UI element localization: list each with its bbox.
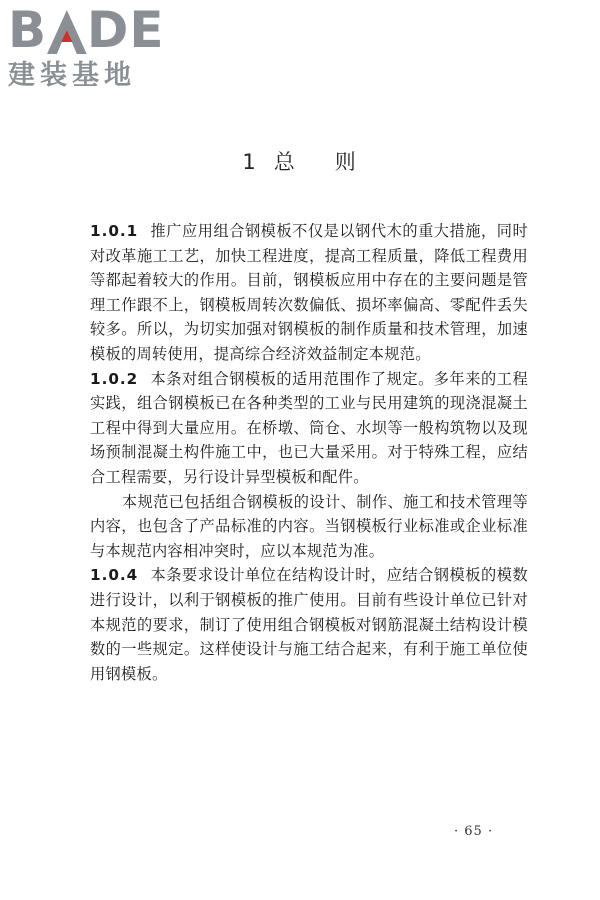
logo-letter-b: B (8, 1, 48, 59)
clause-1-0-2-continued (90, 490, 528, 564)
clause-1-0-1 (90, 219, 528, 367)
logo-letter-a (47, 4, 87, 56)
logo-letter-e: E (129, 1, 165, 59)
body-text (90, 219, 528, 686)
logo-chinese-name: 建装基地 (8, 60, 136, 91)
chapter-number: 1 (242, 150, 258, 174)
clause-text: 本规范已包括组合钢模板的设计、制作、施工和技术管理等内容，也包含了产品标准的内容。当钢模板行业标准或企业标准与本规范内容相冲突时，应以本规范为准。 (90, 492, 528, 560)
logo-wordmark (8, 1, 178, 59)
chapter-title-char-1: 总 (273, 150, 297, 174)
clause-1-0-2 (90, 367, 528, 490)
clause-number: 1.0.1 (90, 222, 139, 240)
clause-text: 本条要求设计单位在结构设计时，应结合钢模板的模数进行设计，以利于钢模板的推广使用。目前有些设计单位已针对本规范的要求，制订了使用组合钢模板对钢筋混凝土结构设计模数的一些规定。这样使设计与施工结合起来，有利于施工单位使用钢模板。 (90, 566, 528, 683)
chapter-title-char-2: 则 (334, 150, 358, 174)
clause-number: 1.0.2 (90, 369, 139, 388)
logo-a-mark-icon (47, 10, 87, 54)
clause-text: 推广应用组合钢模板不仅是以钢代木的重大措施，同时对改革施工工艺，加快工程进度，提高工程质量，降低工程费用等都起着较大的作用。目前，钢模板应用中存在的主要问题是管理工作跟不上，钢模板周转次数偏低、损坏率偏高、零配件丢失较多。所以，为切实加强对钢模板的制作质量和技术管理，加速模板的周转使用，提高综合经济效益制定本规范。 (90, 222, 528, 363)
page-number: · 65 · (454, 824, 494, 839)
bade-logo (8, 1, 178, 96)
clause-1-0-4 (90, 563, 528, 686)
clause-number: 1.0.4 (90, 566, 139, 585)
chapter-title (0, 146, 600, 176)
logo-letter-d: D (86, 1, 130, 59)
clause-text: 本条对组合钢模板的适用范围作了规定。多年来的工程实践，组合钢模板已在各种类型的工业与民用建筑的现浇混凝土工程中得到大量应用。在桥墩、筒仓、水坝等一般构筑物以及现场预制混凝土构件施工中，也已大量采用。对于特殊工程，应结合工程需要，另行设计异型模板和配件。 (90, 369, 528, 486)
